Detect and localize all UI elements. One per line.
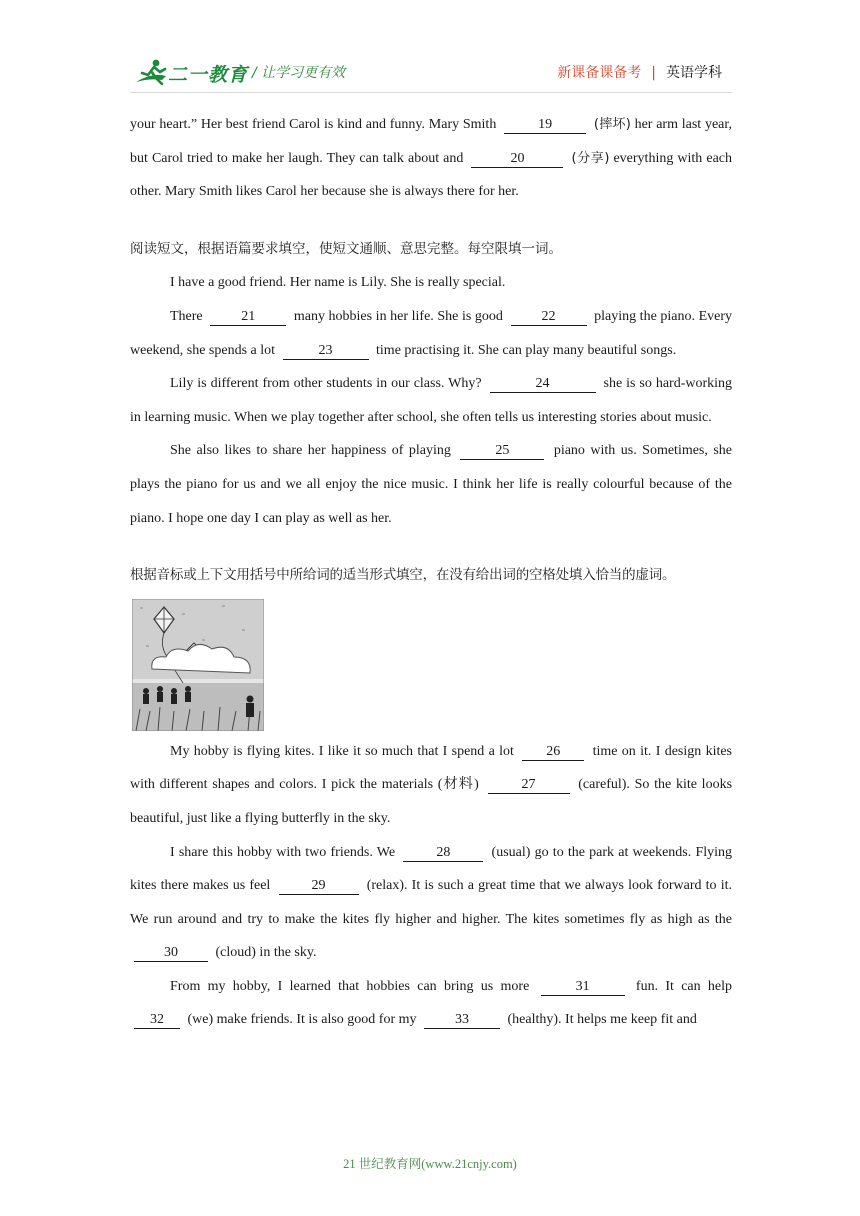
kite-flying-illustration bbox=[132, 599, 264, 731]
section2-paragraph-3: Lily is different from other students in our class. Why? 24 she is so hard-working in learning music. When we play together after school, she often tells us interesting stories about music. bbox=[130, 376, 733, 425]
blank-32[interactable]: 32 bbox=[134, 1012, 180, 1029]
page-footer: 21 世纪教育网(www.21cnjy.com) bbox=[343, 1157, 517, 1171]
header-course-label: 新课备课备考 bbox=[557, 65, 642, 81]
section2-paragraph-2: There 21 many hobbies in her life. She is good 22 playing the piano. Every weekend, she spends a lot 23 time practising it. She can play many beautiful songs. bbox=[130, 308, 732, 358]
passage1-paragraph: your heart.” Her best friend Carol is kind and funny. Mary Smith 19 (摔坏) her arm last year, but Carol tried to make her laugh. They can talk about and 20 (分享) everything with each other. Mary Smith likes Carol her because she is always there for her. bbox=[130, 117, 733, 200]
section2-paragraph-4: She also likes to share her happiness of playing 25 piano with us. Sometimes, she plays the piano for us and we all enjoy the nice music. I think her life is really colourful because of the piano. I hope one day I can play as well as her. bbox=[130, 443, 733, 526]
blank-24[interactable]: 24 bbox=[490, 376, 596, 393]
header-subject-label: 英语学科 bbox=[666, 65, 722, 81]
blank-19[interactable]: 19 bbox=[504, 117, 586, 134]
blank-31[interactable]: 31 bbox=[541, 979, 625, 996]
header-subject bbox=[557, 62, 722, 82]
blank-22[interactable]: 22 bbox=[511, 309, 587, 326]
logo-text: 二一教育 bbox=[168, 65, 249, 86]
blank-20[interactable]: 20 bbox=[471, 151, 563, 168]
page-header bbox=[0, 0, 860, 100]
section2-paragraph-1: I have a good friend. Her name is Lily. She is really special. bbox=[170, 275, 506, 291]
header-separator: | bbox=[651, 65, 656, 81]
header-divider bbox=[130, 92, 732, 93]
blank-25[interactable]: 25 bbox=[460, 443, 544, 460]
document-body bbox=[130, 108, 732, 1037]
blank-23[interactable]: 23 bbox=[283, 343, 369, 360]
blank-26[interactable]: 26 bbox=[522, 744, 584, 761]
section3-paragraph-2: I share this hobby with two friends. We 28 (usual) go to the park at weekends. Flying kites there makes us feel 29 (relax). It is such a great time that we always look forward to it. We run around and try to make the kites fly higher and higher. The kites sometimes fly as high as the 30 (cloud) in the sky. bbox=[130, 844, 733, 961]
blank-28[interactable]: 28 bbox=[403, 845, 483, 862]
blank-27[interactable]: 27 bbox=[488, 777, 570, 794]
header-slogan: / 让学习更有效 bbox=[252, 65, 346, 81]
blank-29[interactable]: 29 bbox=[279, 878, 359, 895]
blank-21[interactable]: 21 bbox=[210, 309, 286, 326]
blank-30[interactable]: 30 bbox=[134, 945, 208, 962]
blank-33[interactable]: 33 bbox=[424, 1012, 500, 1029]
section2-instruction: 阅读短文，根据语篇要求填空，使短文通顺、意思完整。每空限填一词。 bbox=[130, 240, 562, 257]
section3-instruction: 根据音标或上下文用括号中所给词的适当形式填空，在没有给出词的空格处填入恰当的虚词。 bbox=[130, 567, 676, 584]
section3-paragraph-1: My hobby is flying kites. I like it so much that I spend a lot 26 time on it. I design kites with different shapes and colors. I pick the materials (材料) 27 (careful). So the kite looks beautiful, just like a flying butterfly in the sky. bbox=[130, 743, 733, 826]
section3-paragraph-3: From my hobby, I learned that hobbies can bring us more 31 fun. It can help 32 (we) make friends. It is also good for my 33 (healthy). It helps me keep fit and bbox=[130, 970, 732, 1037]
